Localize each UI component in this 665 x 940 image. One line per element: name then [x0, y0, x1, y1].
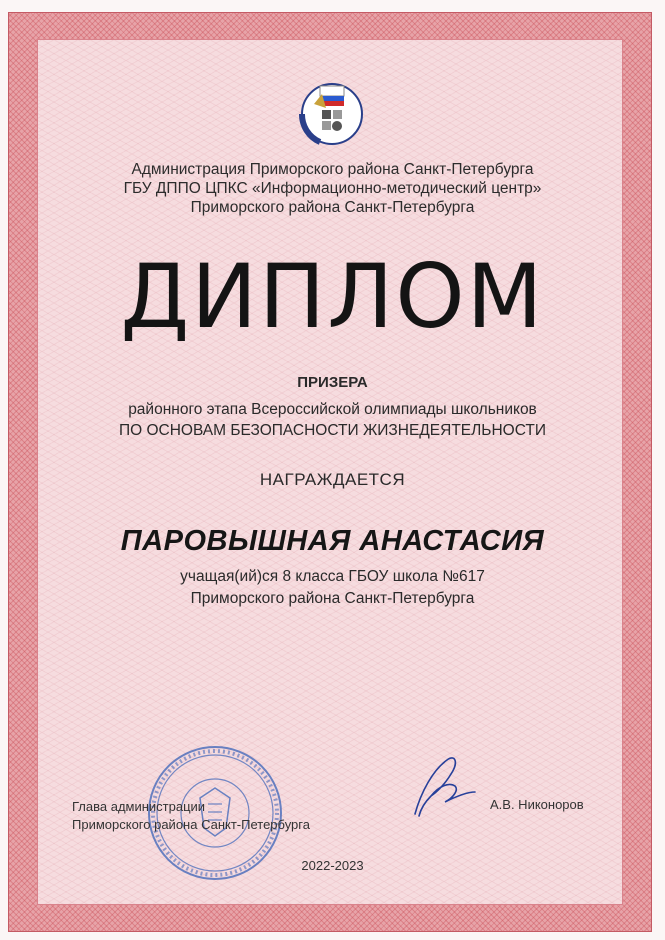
recipient-name: ПАРОВЫШНАЯ АНАСТАСИЯ: [120, 525, 545, 557]
issuer-header: [20, 160, 645, 217]
recipient-info-line-1: учащая(ий)ся 8 класса ГБОУ школа №617: [180, 568, 485, 585]
signatory-position-line-1: Глава администрации: [72, 799, 206, 814]
awarded-label: НАГРАЖДАЕТСЯ: [259, 470, 406, 489]
signatory-position: [72, 798, 310, 834]
issuer-line-3: Приморского района Санкт-Петербурга: [190, 199, 475, 216]
olympiad-line-1: районного этапа Всероссийской олимпиады школьников: [128, 401, 537, 418]
issuer-line-1: Администрация Приморского района Санкт-Петербурга: [131, 161, 534, 178]
signatory-name: А.В. Никоноров: [490, 797, 584, 812]
recipient-info-line-2: Приморского района Санкт-Петербурга: [190, 590, 475, 607]
academic-year: 2022-2023: [301, 858, 364, 873]
handwritten-signature: [375, 752, 495, 822]
issuer-line-2: ГБУ ДППО ЦПКС «Информационно-методический центр»: [123, 180, 542, 197]
signatory-position-line-2: Приморского района Санкт-Петербурга: [72, 817, 310, 832]
olympiad-line-2: ПО ОСНОВАМ БЕЗОПАСНОСТИ ЖИЗНЕДЕЯТЕЛЬНОСТИ: [118, 422, 547, 439]
diploma-title: ДИПЛОМ: [120, 245, 545, 348]
prize-status: ПРИЗЕРА: [297, 374, 368, 391]
olympiad-emblem-icon: [292, 78, 372, 148]
